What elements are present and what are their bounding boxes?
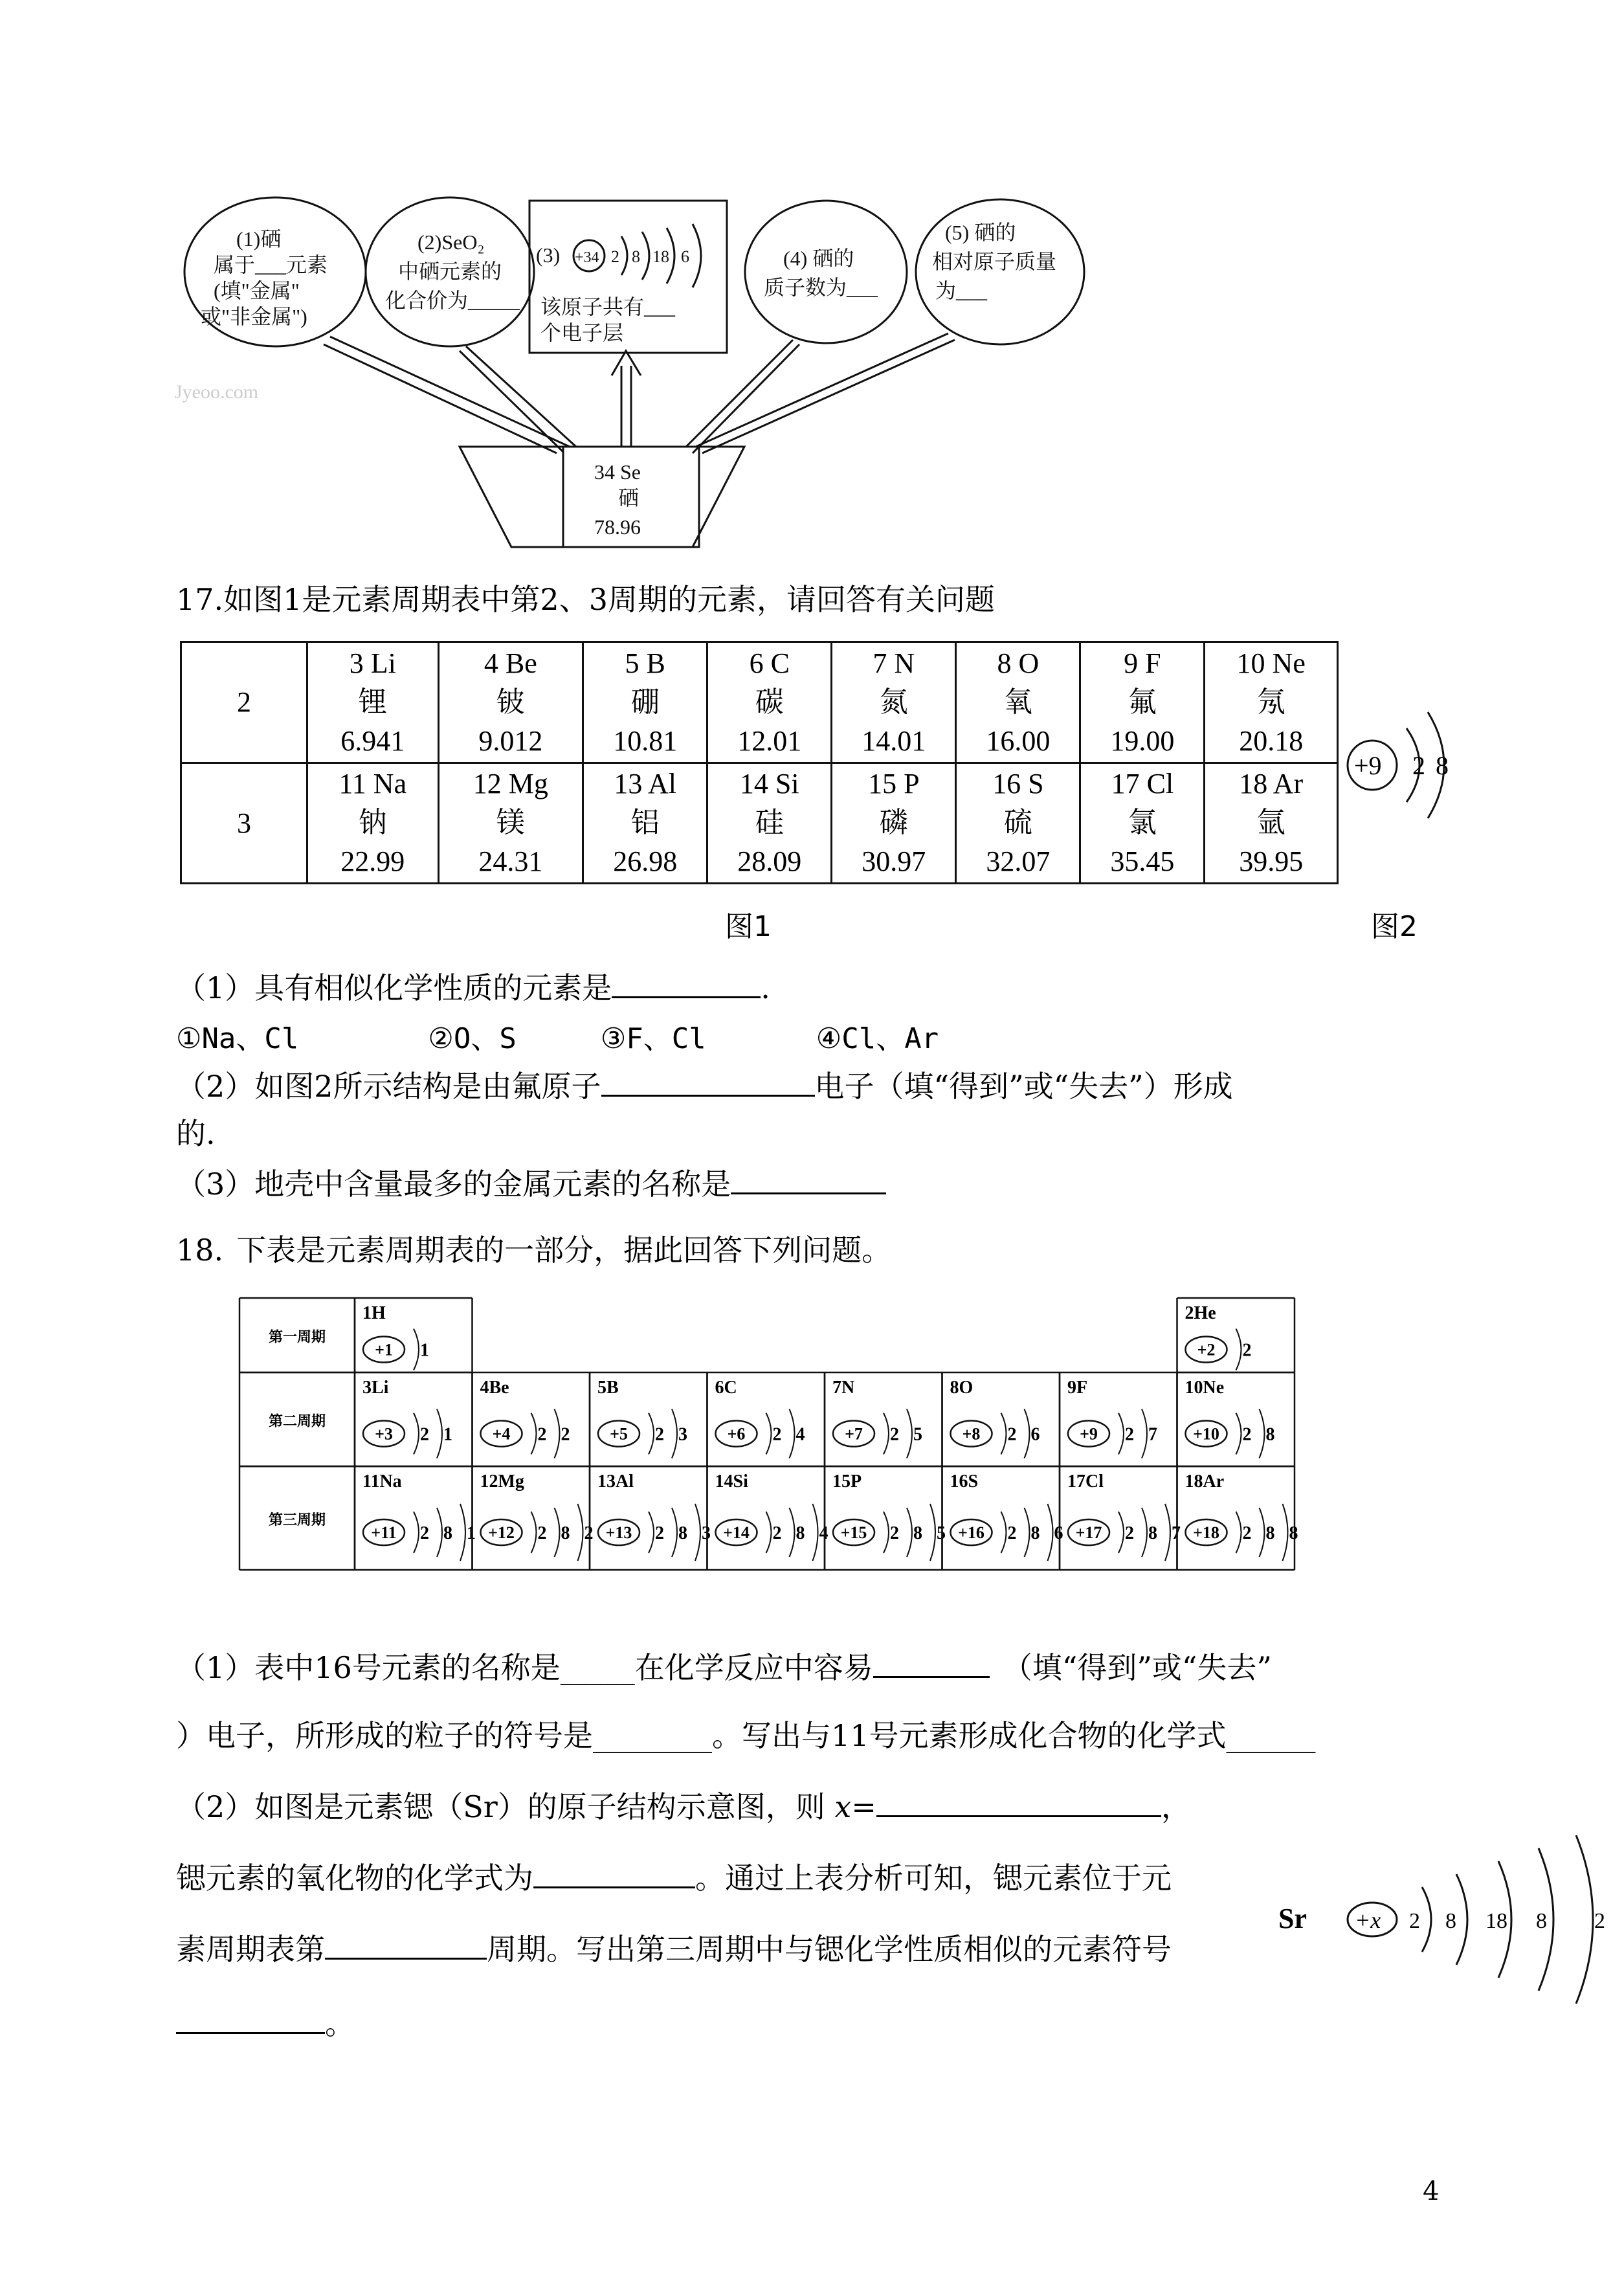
q17-element-top: 11 Na xyxy=(339,768,407,800)
element-line-0: 34 Se xyxy=(594,460,641,484)
c5-line-0: (5) 硒的 xyxy=(945,221,1016,244)
q18-element-symbol: 7N xyxy=(832,1378,855,1398)
box3-shell-1: 8 xyxy=(632,247,640,266)
q18-shell-count: 2 xyxy=(772,1424,782,1445)
q17-element-top: 4 Be xyxy=(484,647,537,679)
q17-element-cell xyxy=(583,763,707,884)
q18-p2c-end: 周期。写出第三周期中与锶化学性质相似的元素符号 xyxy=(487,1932,1172,1967)
q17-element-top: 6 C xyxy=(749,647,790,679)
q18-nucleus-label: +2 xyxy=(1197,1340,1216,1359)
q18-shell-count: 5 xyxy=(913,1424,922,1445)
q17-element-cell xyxy=(707,642,832,763)
q17-s2a: （2）如图2所示结构是由氟原子 xyxy=(176,1069,601,1104)
q18-shell-count: 6 xyxy=(1030,1424,1040,1445)
q18-shell-arc xyxy=(907,1508,912,1557)
q17-element-name: 氟 xyxy=(1128,685,1157,719)
q17-element-name: 钠 xyxy=(358,806,387,840)
q18-oxide-blank[interactable] xyxy=(533,1861,695,1888)
q18-table xyxy=(239,1295,1298,1573)
fig1-label: 图1 xyxy=(725,910,772,943)
q18-row-label: 第二周期 xyxy=(268,1413,326,1429)
q17-options xyxy=(176,1015,939,1057)
q17-element-mass: 10.81 xyxy=(613,724,678,757)
q18-nucleus-label: +17 xyxy=(1075,1523,1102,1542)
q18-shell-arc xyxy=(930,1504,935,1561)
sr-shell-0: 2 xyxy=(1409,1909,1420,1933)
q18-shell-arc xyxy=(813,1504,818,1561)
q18-shell-count: 2 xyxy=(890,1523,899,1543)
q17-element-mass: 30.97 xyxy=(862,845,926,878)
q17-element-mass: 9.012 xyxy=(478,724,543,757)
q18-shell-arc xyxy=(1001,1512,1007,1553)
sr-shell-2: 18 xyxy=(1485,1909,1507,1933)
q18-shell-arc xyxy=(907,1409,912,1459)
q18-shell-arc xyxy=(884,1413,889,1455)
q18-p2b-end: 。通过上表分析可知，锶元素位于元 xyxy=(695,1861,1172,1896)
q17-s2-blank[interactable] xyxy=(601,1069,815,1097)
element-line-1: 硒 xyxy=(618,486,640,509)
c2-line-0: (2)SeO₂ xyxy=(417,230,485,254)
q18-shell-count: 1 xyxy=(467,1523,476,1543)
q18-shell-count: 2 xyxy=(537,1523,547,1543)
q17-element-mass: 24.31 xyxy=(478,845,543,878)
q18-shell-count: 4 xyxy=(819,1523,829,1543)
q18-p1b: （填“得到”或“失去” xyxy=(1002,1650,1272,1685)
q17-s2b: 电子（填“得到”或“失去”）形成 xyxy=(814,1069,1233,1104)
q18-p2c-line xyxy=(176,1926,1172,1969)
q18-shell-arc xyxy=(1048,1504,1053,1561)
q18-shell-arc xyxy=(695,1504,700,1561)
c2-line-2: 化合价为_____ xyxy=(385,289,520,312)
q17-element-name: 铝 xyxy=(630,806,660,840)
q18-shell-count: 2 xyxy=(561,1424,570,1445)
q18-shell-arc xyxy=(1025,1508,1030,1557)
q17-element-top: 13 Al xyxy=(614,768,676,800)
q18-row-label: 第三周期 xyxy=(268,1512,326,1528)
q17-element-top: 9 F xyxy=(1124,647,1161,679)
c5-line-1: 相对原子质量 xyxy=(932,250,1057,273)
q17-element-top: 18 Ar xyxy=(1239,768,1304,800)
q17-element-cell xyxy=(307,763,439,884)
q18-shell-count: 8 xyxy=(1265,1523,1275,1543)
q17-element-name: 氯 xyxy=(1128,806,1157,840)
q18-shell-arc xyxy=(1165,1504,1170,1561)
q18-shell-count: 6 xyxy=(1054,1523,1063,1543)
q17-option-4: ④Cl、Ar xyxy=(816,1022,939,1055)
q17-element-top: 8 O xyxy=(997,647,1040,679)
q18-shell-arc xyxy=(649,1413,654,1455)
q18-shell-arc xyxy=(555,1508,560,1557)
q18-shell-arc xyxy=(1118,1512,1124,1553)
q17-element-mass: 16.00 xyxy=(986,724,1051,757)
q18-shell-count: 3 xyxy=(702,1523,711,1543)
q18-p2b: 锶元素的氧化物的化学式为 xyxy=(176,1861,533,1896)
q17-element-mass: 35.45 xyxy=(1110,845,1175,878)
c2-line-1: 中硒元素的 xyxy=(398,260,502,283)
q17-s1-blank[interactable] xyxy=(612,970,761,998)
box3-shell-2: 18 xyxy=(652,247,669,266)
fig2-nucleus: +9 xyxy=(1354,751,1382,780)
q17-element-top: 7 N xyxy=(873,647,915,679)
q17-element-cell xyxy=(438,763,583,884)
q18-element-symbol: 13Al xyxy=(597,1471,634,1492)
sr-atom-svg xyxy=(1272,1826,1621,2013)
q17-element-name: 锂 xyxy=(358,685,387,719)
q18-shell-count: 2 xyxy=(655,1424,664,1445)
q18-shell-count: 2 xyxy=(1242,1523,1252,1543)
q18-element-symbol: 4Be xyxy=(480,1378,509,1398)
q18-table-svg xyxy=(239,1295,1298,1573)
q18-shell-arc xyxy=(414,1413,419,1455)
q17-element-cell xyxy=(956,642,1080,763)
q17-element-mass: 19.00 xyxy=(1110,724,1175,757)
q18-nucleus-label: +3 xyxy=(375,1424,393,1444)
q17-element-cell xyxy=(583,642,707,763)
q17-element-mass: 6.941 xyxy=(340,724,405,757)
q17-element-mass: 12.01 xyxy=(737,724,802,757)
q17-element-name: 磷 xyxy=(879,806,908,840)
q18-shell-arc xyxy=(1001,1413,1007,1455)
q17-element-mass: 26.98 xyxy=(613,845,678,878)
q18-shell-count: 2 xyxy=(890,1424,899,1445)
q18-nucleus-label: +9 xyxy=(1080,1424,1098,1444)
q17-element-top: 17 Cl xyxy=(1111,768,1174,800)
q18-title-text: 下表是元素周期表的一部分，据此回答下列问题。 xyxy=(236,1233,892,1268)
q18-shell-arc xyxy=(437,1508,442,1557)
q18-nucleus-label: +16 xyxy=(958,1523,984,1542)
element-line-2: 78.96 xyxy=(594,515,641,539)
q18-element-symbol: 1H xyxy=(362,1303,386,1323)
q18-shell-count: 2 xyxy=(420,1523,429,1543)
q17-element-name: 氧 xyxy=(1003,685,1032,719)
q18-shell-count: 8 xyxy=(1265,1424,1275,1445)
q18-shell-arc xyxy=(1236,1329,1241,1370)
q18-shell-arc xyxy=(790,1409,795,1459)
q18-shell-arc xyxy=(531,1512,537,1553)
q17-element-top: 15 P xyxy=(868,768,920,800)
sr-shell-4: 2 xyxy=(1594,1909,1605,1933)
q17-element-name: 氩 xyxy=(1256,806,1285,840)
q17-element-cell xyxy=(1205,763,1338,884)
q17-period-label: 2 xyxy=(181,642,307,763)
c4-line-0: (4) 硒的 xyxy=(783,247,854,270)
q17-option-1: ①Na、Cl xyxy=(176,1022,299,1055)
q18-element-symbol: 12Mg xyxy=(480,1471,524,1492)
q18-shell-arc xyxy=(460,1504,465,1561)
box3-prefix: (3) xyxy=(536,243,561,267)
q17-element-name: 氮 xyxy=(879,685,908,719)
q18-shell-count: 1 xyxy=(443,1424,452,1445)
q18-element-symbol: 15P xyxy=(832,1471,862,1492)
q18-shell-count: 8 xyxy=(1030,1523,1040,1543)
q18-shell-count: 2 xyxy=(1007,1523,1017,1543)
q18-shell-arc xyxy=(1025,1409,1030,1459)
q17-option-2: ②O、S xyxy=(428,1022,517,1055)
q18-nucleus-label: +15 xyxy=(840,1523,867,1542)
q18-shell-arc xyxy=(1283,1504,1288,1561)
q17-element-top: 16 S xyxy=(992,768,1044,800)
q18-nucleus-label: +18 xyxy=(1193,1523,1219,1542)
q18-p2a-eq: = xyxy=(851,1789,876,1824)
q17-element-mass: 20.18 xyxy=(1239,724,1304,757)
box3-nucleus: +34 xyxy=(575,249,599,266)
q17-element-cell xyxy=(832,763,956,884)
sr-nucleus: +x xyxy=(1355,1907,1381,1933)
sr-atom xyxy=(1272,1826,1621,2013)
q18-shell-count: 8 xyxy=(561,1523,570,1543)
q18-nucleus-label: +12 xyxy=(488,1523,515,1542)
q18-x-blank[interactable] xyxy=(876,1789,1161,1817)
q18-shell-arc xyxy=(1142,1508,1147,1557)
fig2-shell-1: 8 xyxy=(1436,751,1449,780)
q18-shell-arc xyxy=(672,1508,677,1557)
q18-shell-arc xyxy=(672,1409,677,1459)
q18-element-symbol: 10Ne xyxy=(1185,1378,1225,1398)
q18-symbol-blank[interactable] xyxy=(176,2006,325,2034)
q18-element-symbol: 8O xyxy=(950,1378,973,1398)
q17-element-cell xyxy=(832,642,956,763)
q18-p2a-end: ， xyxy=(1161,1789,1191,1824)
q17-element-mass: 39.95 xyxy=(1239,845,1304,878)
sr-shell-1: 8 xyxy=(1445,1909,1456,1933)
fig2-shell-0: 2 xyxy=(1412,751,1425,780)
watermark: Jyeoo.com xyxy=(175,381,259,403)
q18-shell-count: 7 xyxy=(1148,1424,1157,1445)
q18-p1a: （1）表中16号元素的名称是_____在化学反应中容易 xyxy=(176,1650,873,1685)
box3-line-1: 个电子层 xyxy=(540,321,624,344)
q18-shell-arc xyxy=(649,1512,654,1553)
q18-element-symbol: 16S xyxy=(950,1471,979,1492)
sr-shell-3: 8 xyxy=(1536,1909,1547,1933)
q18-shell-count: 8 xyxy=(913,1523,922,1543)
q18-p1-blank[interactable] xyxy=(873,1650,990,1678)
q17-element-top: 3 Li xyxy=(349,647,396,679)
c1-line-0: (1)硒 xyxy=(236,227,282,251)
q18-nucleus-label: +7 xyxy=(845,1424,863,1444)
q18-p2a-line xyxy=(176,1784,1191,1826)
q18-shell-count: 7 xyxy=(1172,1523,1181,1543)
q17-period-label: 3 xyxy=(181,763,307,884)
q18-shell-arc xyxy=(766,1512,772,1553)
q17-element-name: 镁 xyxy=(496,806,525,840)
q18-shell-arc xyxy=(1236,1413,1241,1455)
q18-shell-count: 3 xyxy=(678,1424,687,1445)
q18-nucleus-label: +14 xyxy=(723,1523,750,1542)
q18-shell-arc xyxy=(1118,1413,1124,1455)
q18-shell-count: 8 xyxy=(678,1523,687,1543)
q17-element-name: 碳 xyxy=(755,685,784,719)
q17-s1-end: . xyxy=(761,970,770,1005)
c1-line-1: 属于___元素 xyxy=(214,253,328,276)
box3-line-0: 该原子共有___ xyxy=(540,295,676,319)
fig2-svg xyxy=(1345,693,1462,855)
q17-element-cell xyxy=(1080,642,1205,763)
fig2-atom xyxy=(1345,693,1462,855)
q18-shell-arc xyxy=(766,1413,772,1455)
q17-element-name: 氖 xyxy=(1256,685,1285,719)
q18-shell-arc xyxy=(414,1329,419,1370)
q17-element-name: 硼 xyxy=(630,685,660,719)
q18-shell-count: 2 xyxy=(1125,1523,1134,1543)
q18-shell-count: 2 xyxy=(1242,1340,1252,1361)
q18-shell-count: 8 xyxy=(443,1523,452,1543)
q17-row xyxy=(181,763,1338,884)
q18-element-symbol: 11Na xyxy=(362,1471,402,1492)
q17-element-name: 硅 xyxy=(755,806,784,840)
q18-p2a: （2）如图是元素锶（Sr）的原子结构示意图，则 xyxy=(176,1789,825,1824)
q18-nucleus-label: +8 xyxy=(962,1424,981,1444)
q18-element-symbol: 3Li xyxy=(362,1378,389,1398)
q17-element-cell xyxy=(438,642,583,763)
q18-shell-arc xyxy=(1260,1409,1265,1459)
selenium-diagram xyxy=(175,181,1081,557)
fig2-label: 图2 xyxy=(1371,910,1418,943)
q18-shell-count: 4 xyxy=(795,1424,805,1445)
q17-element-top: 10 Ne xyxy=(1236,647,1306,679)
q18-number: 18. xyxy=(176,1233,224,1268)
q17-element-cell xyxy=(307,642,439,763)
q18-shell-count: 5 xyxy=(937,1523,946,1543)
q18-shell-count: 2 xyxy=(655,1523,664,1543)
q17-element-mass: 22.99 xyxy=(340,845,405,878)
c1-line-3: 或"非金属") xyxy=(201,305,307,328)
page-number: 4 xyxy=(1423,2176,1440,2206)
q18-shell-count: 8 xyxy=(1148,1523,1157,1543)
q17-element-cell xyxy=(1080,763,1205,884)
q17-title: 17.如图1是元素周期表中第2、3周期的元素，请回答有关问题 xyxy=(176,582,995,617)
box3-shell-3: 6 xyxy=(681,247,689,266)
q17-s1-text: （1）具有相似化学性质的元素是 xyxy=(176,970,612,1005)
q18-shell-arc xyxy=(414,1512,419,1553)
q18-shell-arc xyxy=(555,1409,560,1459)
q18-element-symbol: 14Si xyxy=(715,1471,748,1492)
q18-nucleus-label: +4 xyxy=(492,1424,511,1444)
q18-shell-count: 8 xyxy=(795,1523,805,1543)
sr-symbol: Sr xyxy=(1278,1903,1307,1934)
q17-element-top: 5 B xyxy=(625,647,665,679)
q17-element-name: 硫 xyxy=(1003,806,1032,840)
box3-shell-0: 2 xyxy=(611,247,619,266)
q18-shell-arc xyxy=(1236,1512,1241,1553)
q17-element-cell xyxy=(1205,642,1338,763)
q17-element-top: 12 Mg xyxy=(473,768,548,800)
q17-element-cell xyxy=(956,763,1080,884)
q18-row-label: 第一周期 xyxy=(268,1328,326,1345)
q18-element-symbol: 17Cl xyxy=(1067,1471,1104,1492)
c5-line-2: 为___ xyxy=(935,279,988,302)
q18-nucleus-label: +1 xyxy=(375,1340,393,1359)
q18-shell-count: 2 xyxy=(772,1523,782,1543)
q18-nucleus-label: +5 xyxy=(610,1424,628,1444)
q18-nucleus-label: +13 xyxy=(605,1523,632,1542)
q18-p2d-end: 。 xyxy=(325,2006,355,2041)
q18-shell-count: 2 xyxy=(420,1424,429,1445)
q17-element-cell xyxy=(707,763,832,884)
q18-shell-count: 1 xyxy=(420,1340,429,1361)
q18-shell-count: 2 xyxy=(1242,1424,1252,1445)
q17-s3-text: （3）地壳中含量最多的金属元素的名称是 xyxy=(176,1167,731,1202)
q17-s2 xyxy=(176,1063,1233,1106)
q18-p2c: 素周期表第 xyxy=(176,1932,325,1967)
q18-p1a-line xyxy=(176,1644,1272,1687)
q18-p1c: ）电子，所形成的粒子的符号是________。写出与11号元素形成化合物的化学式______ xyxy=(176,1718,1316,1753)
q18-p2a-var: x xyxy=(834,1789,852,1824)
q18-shell-arc xyxy=(437,1409,442,1459)
q18-shell-count: 2 xyxy=(584,1523,594,1543)
q17-element-mass: 28.09 xyxy=(737,845,802,878)
q17-element-mass: 14.01 xyxy=(862,724,926,757)
q17-option-3: ③F、Cl xyxy=(600,1022,706,1055)
q17-element-name: 铍 xyxy=(496,685,525,719)
q17-s3-blank[interactable] xyxy=(731,1167,886,1194)
q18-shell-count: 2 xyxy=(1125,1424,1134,1445)
q18-shell-arc xyxy=(1142,1409,1147,1459)
q17-period-table xyxy=(180,641,1339,884)
q18-element-symbol: 5B xyxy=(597,1378,619,1398)
q18-shell-arc xyxy=(531,1413,537,1455)
q18-p2d-line xyxy=(176,2000,355,2043)
q18-period-blank[interactable] xyxy=(325,1932,487,1960)
selenium-diagram-svg xyxy=(175,181,1081,557)
q17-s3 xyxy=(176,1161,886,1203)
q18-element-symbol: 6C xyxy=(715,1378,737,1398)
q18-shell-arc xyxy=(1260,1508,1265,1557)
q18-element-symbol: 18Ar xyxy=(1185,1471,1225,1492)
q18-shell-arc xyxy=(790,1508,795,1557)
q18-p2b-line xyxy=(176,1855,1172,1897)
q18-element-symbol: 2He xyxy=(1185,1303,1216,1323)
q18-shell-count: 2 xyxy=(537,1424,547,1445)
c1-line-2: (填"金属" xyxy=(214,279,300,302)
q17-element-top: 14 Si xyxy=(739,768,799,800)
c4-line-1: 质子数为___ xyxy=(764,276,878,299)
q18-nucleus-label: +6 xyxy=(727,1424,746,1444)
q18-element-symbol: 9F xyxy=(1067,1378,1088,1398)
q18-nucleus-label: +11 xyxy=(371,1523,397,1542)
q18-nucleus-label: +10 xyxy=(1193,1424,1219,1444)
q18-shell-count: 2 xyxy=(1007,1424,1017,1445)
q17-s1 xyxy=(176,965,770,1007)
q17-s2c: 的. xyxy=(176,1116,216,1151)
q18-title xyxy=(176,1227,891,1270)
q17-row xyxy=(181,642,1338,763)
q17-element-mass: 32.07 xyxy=(986,845,1051,878)
q18-shell-arc xyxy=(884,1512,889,1553)
q18-shell-count: 8 xyxy=(1289,1523,1298,1543)
q18-shell-arc xyxy=(578,1504,583,1561)
